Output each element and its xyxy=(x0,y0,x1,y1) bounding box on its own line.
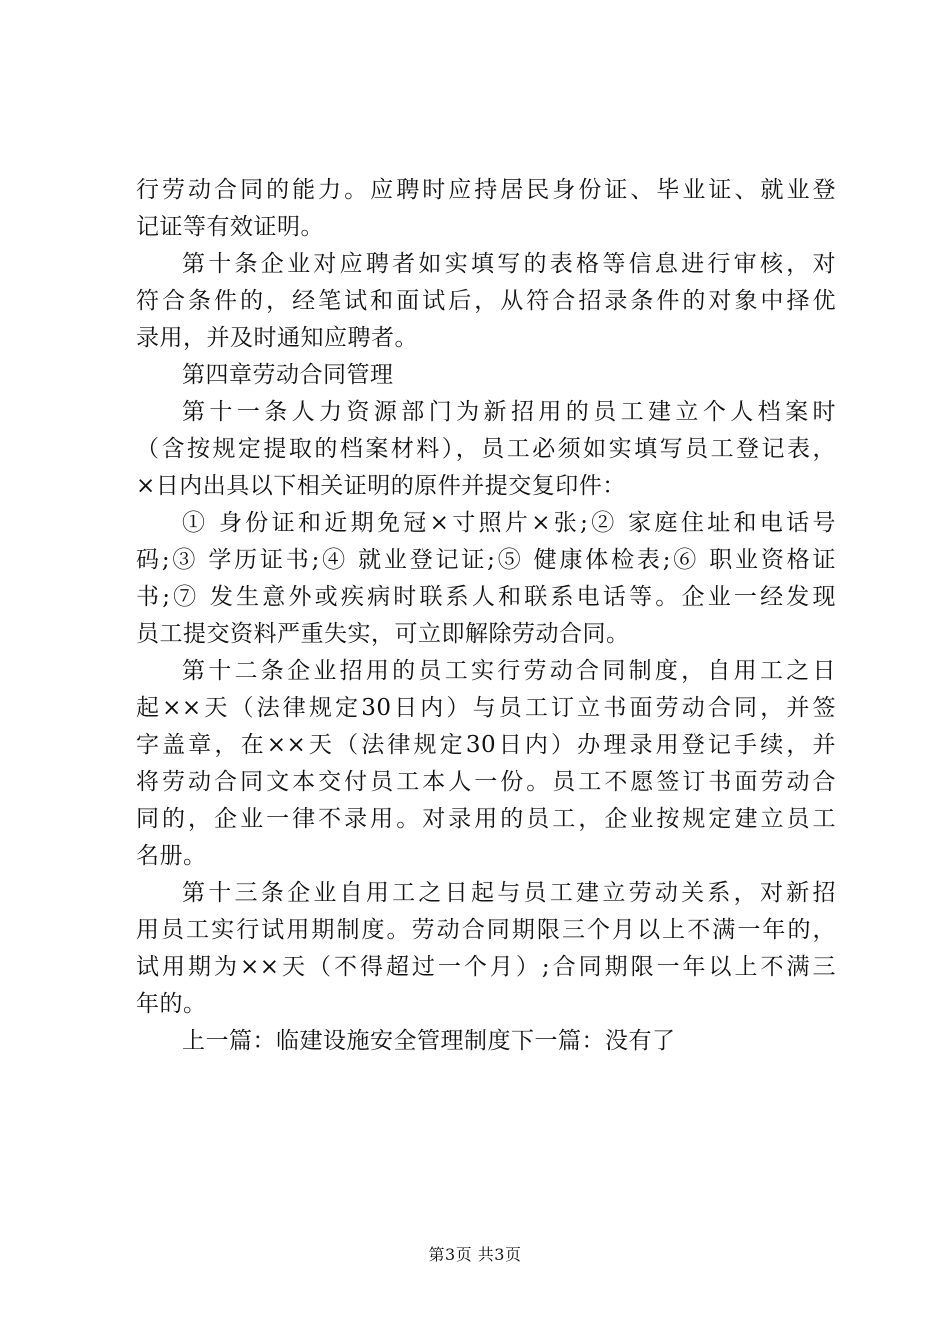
chapter-heading: 第四章劳动合同管理 xyxy=(182,362,394,388)
text-line: 记证等有效证明。 xyxy=(136,214,324,240)
text-line: 码;③ 学历证书;④ 就业登记证;⑤ 健康体检表;⑥ 职业资格证 xyxy=(136,547,836,573)
text-line: 字盖章，在××天（法律规定30日内）办理录用登记手续，并 xyxy=(136,732,836,758)
text-line: 行劳动合同的能力。应聘时应持居民身份证、毕业证、就业登 xyxy=(136,177,836,203)
prev-next-navigation[interactable]: 上一篇：临建设施安全管理制度下一篇：没有了 xyxy=(182,1028,676,1054)
paragraph-start-line: 第十条企业对应聘者如实填写的表格等信息进行审核，对 xyxy=(182,251,836,277)
paragraph-start-line: ① 身份证和近期免冠×寸照片×张;② 家庭住址和电话号 xyxy=(182,510,836,536)
text-line: 用员工实行试用期制度。劳动合同期限三个月以上不满一年的， xyxy=(136,917,836,943)
text-line: ×日内出具以下相关证明的原件并提交复印件： xyxy=(136,473,626,499)
text-line: 年的。 xyxy=(136,991,207,1017)
text-line: 录用，并及时通知应聘者。 xyxy=(136,325,418,351)
text-line: 书;⑦ 发生意外或疾病时联系人和联系电话等。企业一经发现 xyxy=(136,584,836,610)
text-line: 同的，企业一律不录用。对录用的员工，企业按规定建立员工 xyxy=(136,806,836,832)
text-line: 员工提交资料严重失实，可立即解除劳动合同。 xyxy=(136,621,630,647)
text-line: （含按规定提取的档案材料），员工必须如实填写员工登记表， xyxy=(136,436,836,462)
text-line: 将劳动合同文本交付员工本人一份。员工不愿签订书面劳动合 xyxy=(136,769,836,795)
document-body xyxy=(136,172,836,1060)
text-line: 试用期为××天（不得超过一个月）;合同期限一年以上不满三 xyxy=(136,954,836,980)
paragraph-start-line: 第十三条企业自用工之日起与员工建立劳动关系，对新招 xyxy=(182,880,836,906)
text-line: 符合条件的，经笔试和面试后，从符合招录条件的对象中择优 xyxy=(136,288,836,314)
text-line: 名册。 xyxy=(136,843,207,869)
paragraph-start-line: 第十二条企业招用的员工实行劳动合同制度，自用工之日 xyxy=(182,658,836,684)
paragraph-start-line: 第十一条人力资源部门为新招用的员工建立个人档案时 xyxy=(182,399,836,425)
text-line: 起××天（法律规定30日内）与员工订立书面劳动合同，并签 xyxy=(136,695,836,721)
page-number-footer: 第3页 共3页 xyxy=(428,1245,522,1264)
